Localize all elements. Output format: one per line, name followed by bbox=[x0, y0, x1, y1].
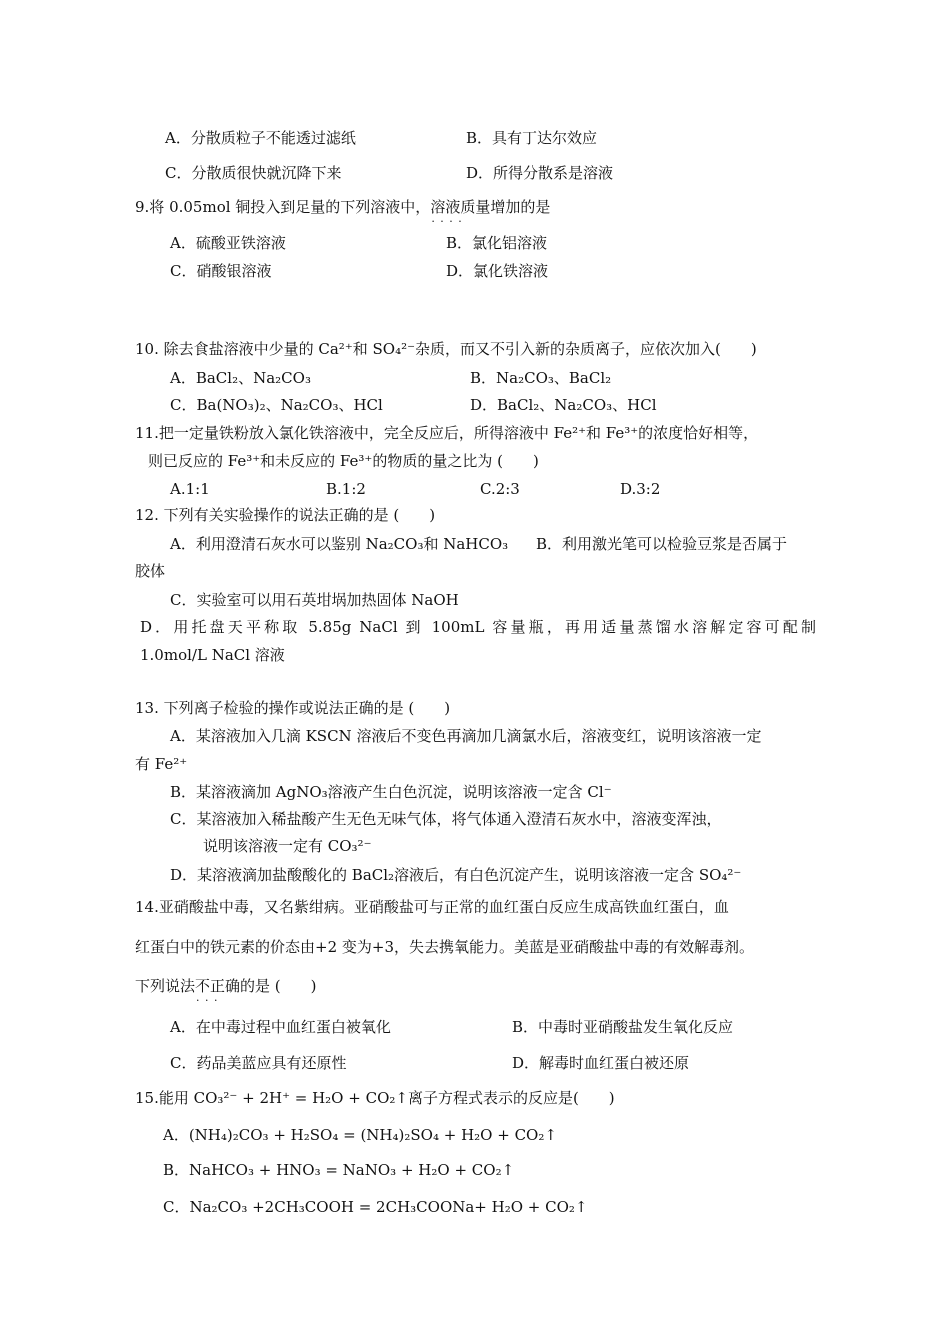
q14-option-d: D．解毒时血红蛋白被还原 bbox=[512, 1054, 690, 1072]
q12-option-b: B．利用激光笔可以检验豆浆是否属于 bbox=[536, 535, 788, 553]
q10-option-b: B．Na₂CO₃、BaCl₂ bbox=[470, 369, 612, 387]
q15-option-c: C．Na₂CO₃ +2CH₃COOH = 2CH₃COONa+ H₂O + CO₂↑ bbox=[163, 1198, 588, 1216]
q9-option-a: A．硫酸亚铁溶液 bbox=[170, 234, 286, 252]
q14-option-c: C．药品美蓝应具有还原性 bbox=[170, 1054, 347, 1072]
q8-option-b: B．具有丁达尔效应 bbox=[466, 129, 598, 147]
q14-stem-line1: 14.亚硝酸盐中毒，又名紫绀病。亚硝酸盐可与正常的血红蛋白反应生成高铁血红蛋白，血 bbox=[135, 898, 729, 916]
q12-option-c: C．实验室可以用石英坩埚加热固体 NaOH bbox=[170, 591, 459, 609]
q12-option-d-line2: 1.0mol/L NaCl 溶液 bbox=[140, 646, 285, 664]
q11-option-d: D.3:2 bbox=[620, 480, 661, 498]
q11-option-b: B.1:2 bbox=[326, 480, 366, 498]
q11-stem-line2: 则已反应的 Fe³⁺和未反应的 Fe³⁺的物质的量之比为 ( ) bbox=[148, 452, 539, 470]
q14-option-a: A．在中毒过程中血红蛋白被氧化 bbox=[170, 1018, 391, 1036]
q10-option-a: A．BaCl₂、Na₂CO₃ bbox=[170, 369, 311, 387]
q12-stem: 12. 下列有关实验操作的说法正确的是 ( ) bbox=[135, 506, 436, 524]
q11-option-a: A.1:1 bbox=[170, 480, 210, 498]
q9-option-d: D．氯化铁溶液 bbox=[446, 262, 549, 280]
q13-option-c-line2: 说明该溶液一定有 CO₃²⁻ bbox=[203, 837, 372, 855]
q12-option-d-line1: D．用托盘天平称取 5.85g NaCl 到 100mL 容量瓶，再用适量蒸馏水溶解定容可配制 bbox=[140, 618, 816, 636]
q13-option-d: D．某溶液滴加盐酸酸化的 BaCl₂溶液后，有白色沉淀产生，说明该溶液一定含 SO₄²⁻ bbox=[170, 866, 742, 884]
q9-emphasis: 溶液质量 · · · · bbox=[430, 198, 490, 216]
q14-stem-line2: 红蛋白中的铁元素的价态由+2 变为+3，失去携氧能力。美蓝是亚硝酸盐中毒的有效解毒剂。 bbox=[135, 938, 754, 956]
q8-option-c: C．分散质很快就沉降下来 bbox=[165, 164, 342, 182]
q13-option-a-line1: A．某溶液加入几滴 KSCN 溶液后不变色再滴加几滴氯水后，溶液变红，说明该溶液一定 bbox=[170, 727, 762, 745]
q11-stem-line1: 11.把一定量铁粉放入氯化铁溶液中，完全反应后，所得溶液中 Fe²⁺和 Fe³⁺的浓度恰好相等， bbox=[135, 424, 759, 442]
q12-option-a: A．利用澄清石灰水可以鉴别 Na₂CO₃和 NaHCO₃ bbox=[170, 535, 509, 553]
q14-option-b: B．中毒时亚硝酸盐发生氧化反应 bbox=[512, 1018, 734, 1036]
q13-option-c-line1: C．某溶液加入稀盐酸产生无色无味气体，将气体通入澄清石灰水中，溶液变浑浊， bbox=[170, 810, 722, 828]
q13-option-b: B．某溶液滴加 AgNO₃溶液产生白色沉淀，说明该溶液一定含 Cl⁻ bbox=[170, 783, 612, 801]
q9-option-b: B．氯化铝溶液 bbox=[446, 234, 548, 252]
q9-option-c: C．硝酸银溶液 bbox=[170, 262, 272, 280]
q15-stem: 15.能用 CO₃²⁻ + 2H⁺ = H₂O + CO₂↑离子方程式表示的反应是( ) bbox=[135, 1089, 615, 1107]
q14-stem-line3: 下列说法不正确 · · ·的是 ( ) bbox=[135, 976, 317, 996]
q14-emphasis: 不正确 · · · bbox=[195, 977, 240, 995]
q15-option-b: B．NaHCO₃ + HNO₃ = NaNO₃ + H₂O + CO₂↑ bbox=[163, 1161, 515, 1179]
q8-option-d: D．所得分散系是溶液 bbox=[466, 164, 614, 182]
q13-option-a-line2: 有 Fe²⁺ bbox=[135, 755, 188, 773]
q9-stem: 9.将 0.05mol 铜投入到足量的下列溶液中，溶液质量 · · · ·增加的是 bbox=[135, 197, 550, 217]
q10-option-c: C．Ba(NO₃)₂、Na₂CO₃、HCl bbox=[170, 396, 383, 414]
q10-option-d: D．BaCl₂、Na₂CO₃、HCl bbox=[470, 396, 657, 414]
q15-option-a: A．(NH₄)₂CO₃ + H₂SO₄ = (NH₄)₂SO₄ + H₂O + CO₂↑ bbox=[163, 1126, 557, 1144]
q10-stem: 10. 除去食盐溶液中少量的 Ca²⁺和 SO₄²⁻杂质，而又不引入新的杂质离子，应依次加入( ) bbox=[135, 340, 757, 358]
q12-option-b-cont: 胶体 bbox=[135, 562, 166, 580]
q11-option-c: C.2:3 bbox=[480, 480, 520, 498]
q8-option-a: A．分散质粒子不能透过滤纸 bbox=[165, 129, 356, 147]
q13-stem: 13. 下列离子检验的操作或说法正确的是 ( ) bbox=[135, 699, 451, 717]
